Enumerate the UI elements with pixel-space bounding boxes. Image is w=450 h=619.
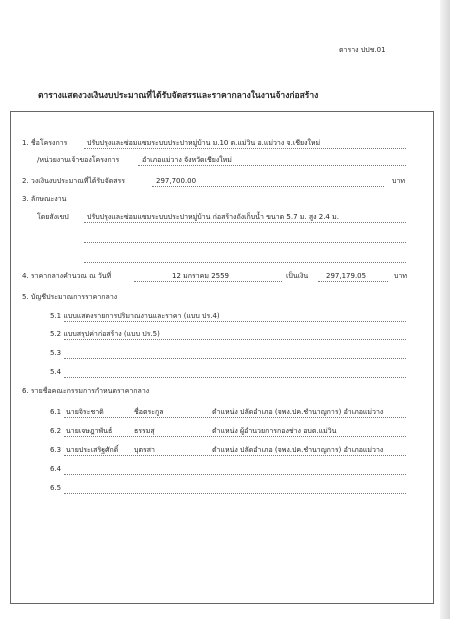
item4-label: 4. ราคากลางคำนวณ ณ วันที่	[22, 272, 112, 280]
member-1-line	[64, 417, 406, 418]
item1-owner-value: อำเภอแม่วาง จังหวัดเชียงใหม่	[142, 156, 232, 164]
member-2-name: นายเจษฎาพันธ์	[66, 427, 113, 435]
item3-line-1	[84, 222, 406, 223]
member-1-position: ตำแหน่ง ปลัดอำเภอ (จพง.ปค.ชำนาญการ) อำเภอแม่วาง	[212, 408, 384, 416]
item1-value: ปรับปรุงและซ่อมแซมระบบประปาหมู่บ้าน ม.10 ต.แม่วิน อ.แม่วาง จ.เชียงใหม่	[87, 139, 321, 147]
item2-unit: บาท	[392, 177, 405, 185]
item4-amount-label: เป็นเงิน	[286, 272, 309, 280]
member-1-no: 6.1	[50, 408, 62, 416]
item5-row-2-line	[64, 339, 406, 340]
member-3-name: นายประเสริฐศักดิ์	[66, 446, 119, 454]
item5-label: 5. บัญชีประมาณการราคากลาง	[22, 293, 118, 301]
item6-label: 6. รายชื่อคณะกรรมการกำหนดราคากลาง	[22, 387, 150, 395]
item4-date: 12 มกราคม 2559	[172, 272, 230, 280]
item5-row-1-line	[64, 321, 406, 322]
item3-label: 3. ลักษณะงาน	[22, 195, 67, 203]
document-title: ตารางแสดงวงเงินงบประมาณที่ได้รับจัดสรรและราคากลางในงานจ้างก่อสร้าง	[38, 91, 319, 101]
member-3-line	[64, 455, 406, 456]
member-3-no: 6.3	[50, 446, 62, 454]
scan-edge	[440, 0, 450, 619]
member-3-position: ตำแหน่ง ปลัดอำเภอ (จพง.ปค.ชำนาญการ) อำเภอแม่วาง	[212, 446, 384, 454]
member-5-line	[64, 493, 406, 494]
item5-row-3: 5.3	[50, 349, 62, 357]
member-2-position: ตำแหน่ง ผู้อำนวยการกองช่าง อบต.แม่วิน	[212, 427, 337, 435]
item2-label: 2. วงเงินงบประมาณที่ได้รับจัดสรร	[22, 177, 126, 185]
item2-value: 297,700.00	[156, 177, 197, 185]
item5-row-3-line	[64, 358, 406, 359]
member-4-line	[64, 474, 406, 475]
member-4-no: 6.4	[50, 465, 62, 473]
item5-row-1: 5.1 แบบแสดงรายการปริมาณงานและราคา (แบบ ปร.4)	[50, 312, 220, 320]
member-2-surname: ธรรมสุ	[134, 427, 155, 435]
item3-line-2	[84, 242, 406, 243]
item1-label: 1. ชื่อโครงการ	[22, 139, 68, 147]
item4-date-line	[134, 281, 282, 282]
item3-sublabel: โดยสังเขป	[37, 213, 69, 221]
item2-line	[152, 186, 384, 187]
member-2-no: 6.2	[50, 427, 62, 435]
item4-unit: บาท	[394, 272, 407, 280]
item5-row-2: 5.2 แบบสรุปค่าก่อสร้าง (แบบ ปร.5)	[50, 330, 160, 338]
member-1-name: นายจิระชาติ	[66, 408, 104, 416]
member-3-surname: บุตรสา	[134, 446, 155, 454]
item5-row-4: 5.4	[50, 368, 62, 376]
item3-value: ปรับปรุงและซ่อมแซมระบบประปาหมู่บ้าน ก่อสร้างถังเก็บน้ำ ขนาด 5.7 ม. สูง 2.4 ม.	[87, 213, 339, 221]
item1-line	[84, 148, 406, 149]
form-code: ตาราง ปปช.01	[339, 46, 386, 54]
item4-amount: 297,179.05	[326, 272, 367, 280]
item3-line-3	[84, 262, 406, 263]
item5-row-4-line	[64, 377, 406, 378]
item4-amount-line	[318, 281, 388, 282]
item1-owner-line	[138, 165, 406, 166]
member-1-surname: ชื่อตระกูล	[134, 408, 164, 416]
member-5-no: 6.5	[50, 484, 62, 492]
member-2-line	[64, 436, 406, 437]
item1-owner-label: /หน่วยงานเจ้าของโครงการ	[37, 156, 120, 164]
